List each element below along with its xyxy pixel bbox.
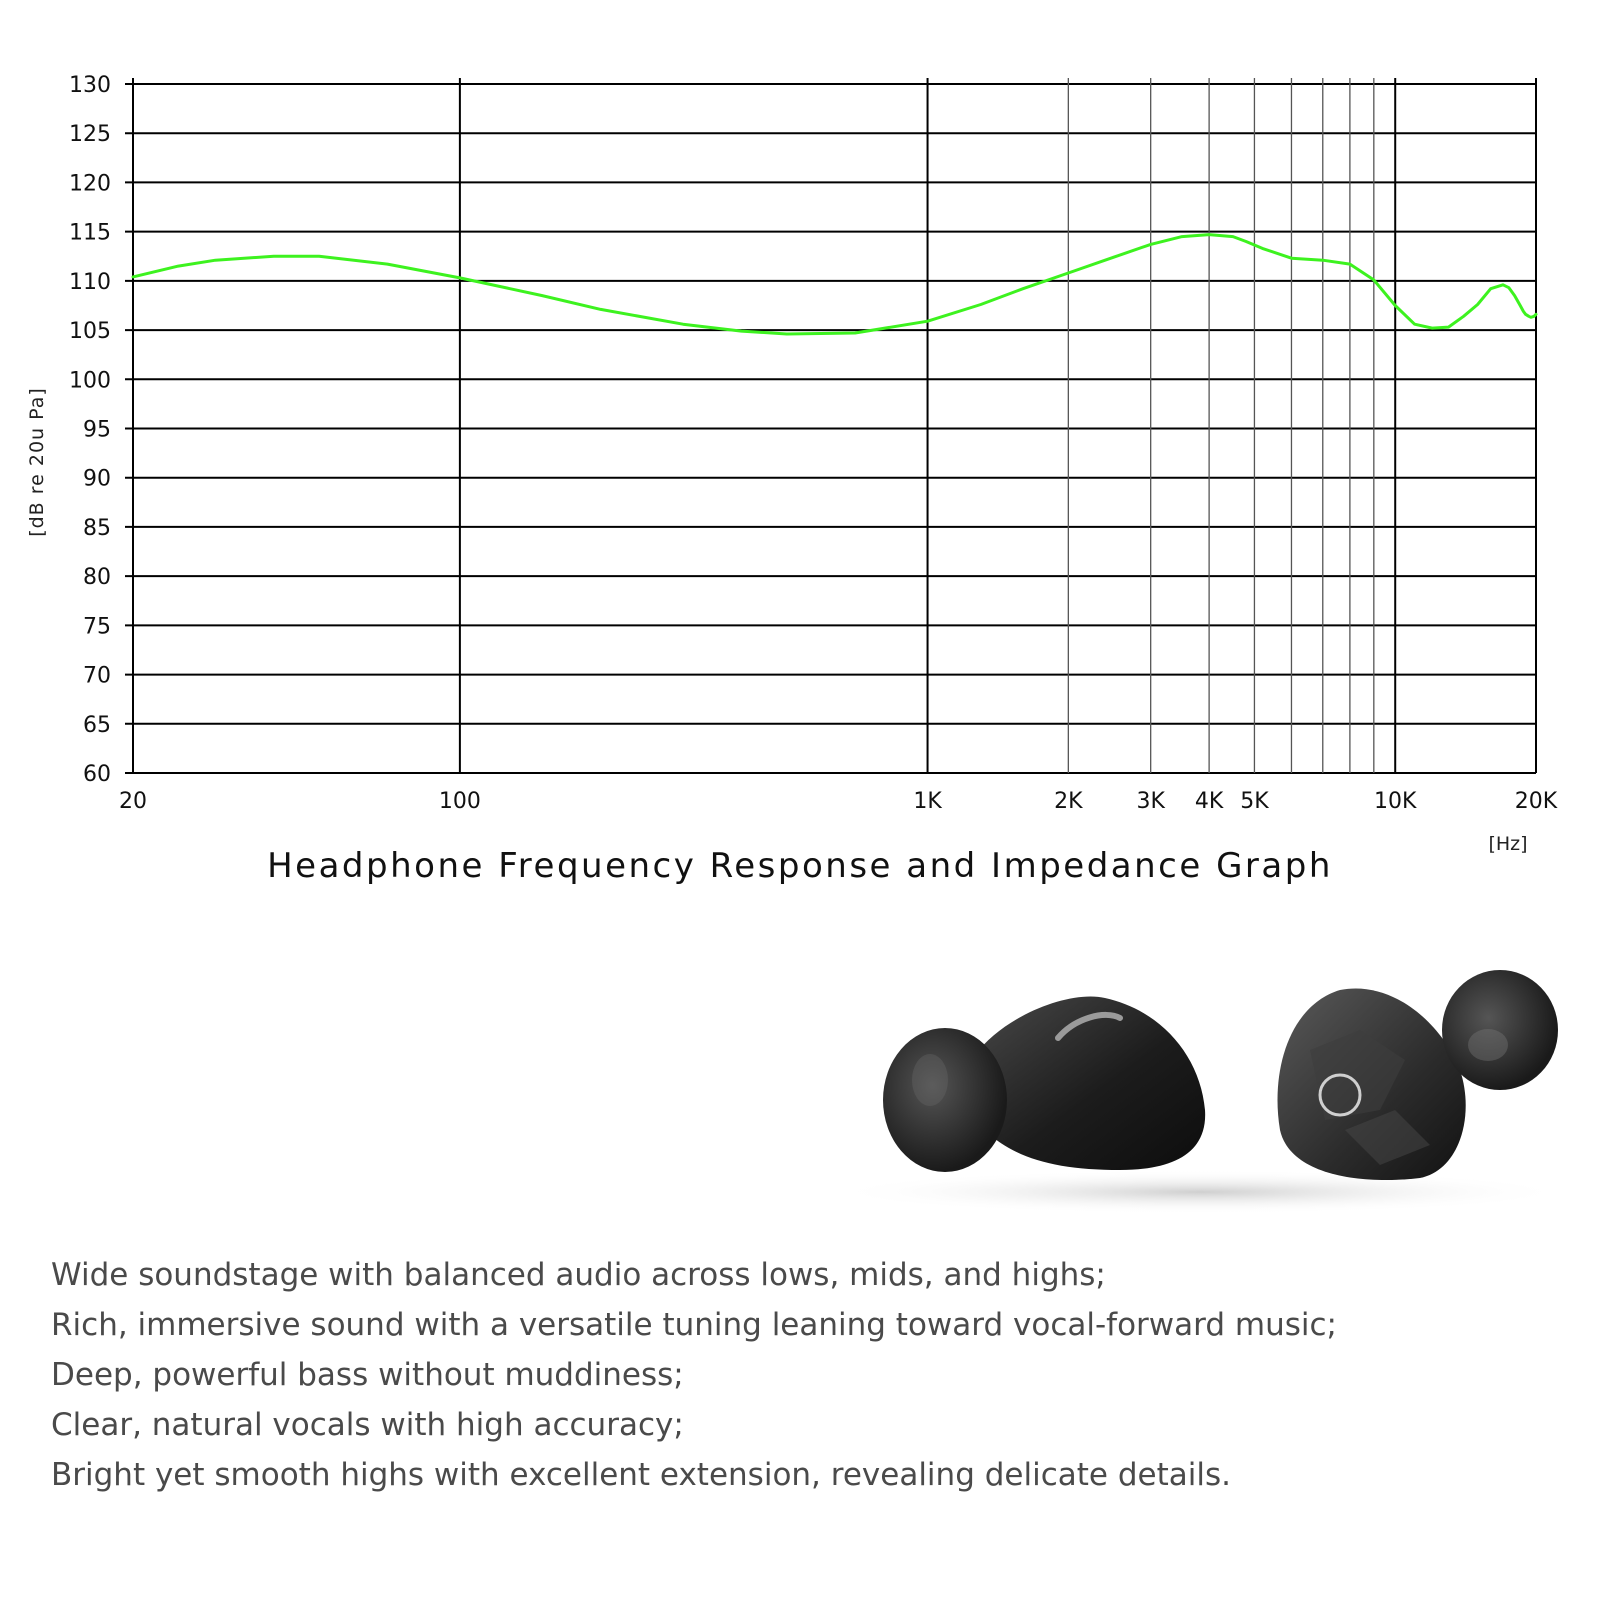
right-earbud [1278,970,1559,1180]
x-tick-label: 1K [913,789,942,814]
chart-title: Headphone Frequency Response and Impedance Graph [267,846,1333,886]
y-tick-label: 90 [83,466,111,492]
x-axis-unit-label: [Hz] [1488,833,1528,855]
y-tick-label: 115 [69,220,111,246]
x-tick-label: 4K [1194,789,1224,814]
x-tick-label: 2K [1054,789,1083,814]
y-axis-ticks [69,73,111,787]
y-tick-label: 105 [69,319,111,345]
y-tick-label: 95 [83,417,111,443]
feature-list [51,1250,1337,1500]
x-tick-label: 20 [119,789,147,814]
feature-line: Clear, natural vocals with high accuracy; [51,1407,684,1443]
y-tick-label: 125 [69,122,111,148]
x-tick-label: 100 [438,789,481,814]
x-tick-label: 3K [1136,789,1165,814]
earphones-photo [820,960,1600,1230]
y-tick-label: 70 [83,663,111,689]
y-tick-label: 130 [69,73,111,98]
feature-line: Bright yet smooth highs with excellent extension, revealing delicate details. [51,1457,1231,1493]
y-tick-label: 110 [69,269,111,295]
y-tick-label: 100 [69,368,111,394]
x-tick-label: 5K [1240,789,1269,814]
y-tick-label: 80 [83,565,111,591]
y-tick-label: 120 [69,171,111,197]
y-tick-label: 60 [83,762,111,787]
y-axis-label: [dB re 20u Pa] [26,387,48,537]
chart-series [133,235,1536,334]
y-tick-label: 85 [83,515,111,541]
feature-line: Wide soundstage with balanced audio across lows, mids, and highs; [51,1257,1106,1293]
feature-line: Rich, immersive sound with a versatile tuning leaning toward vocal-forward music; [51,1307,1337,1343]
chart-grid [125,78,1536,773]
feature-line: Deep, powerful bass without muddiness; [51,1357,684,1393]
y-tick-label: 65 [83,712,111,738]
frequency-response-line [133,235,1536,334]
left-earbud [883,997,1205,1172]
x-tick-label: 10K [1374,789,1417,814]
y-tick-label: 75 [83,614,111,640]
x-tick-label: 20K [1514,789,1558,814]
x-axis-ticks [119,789,1558,814]
